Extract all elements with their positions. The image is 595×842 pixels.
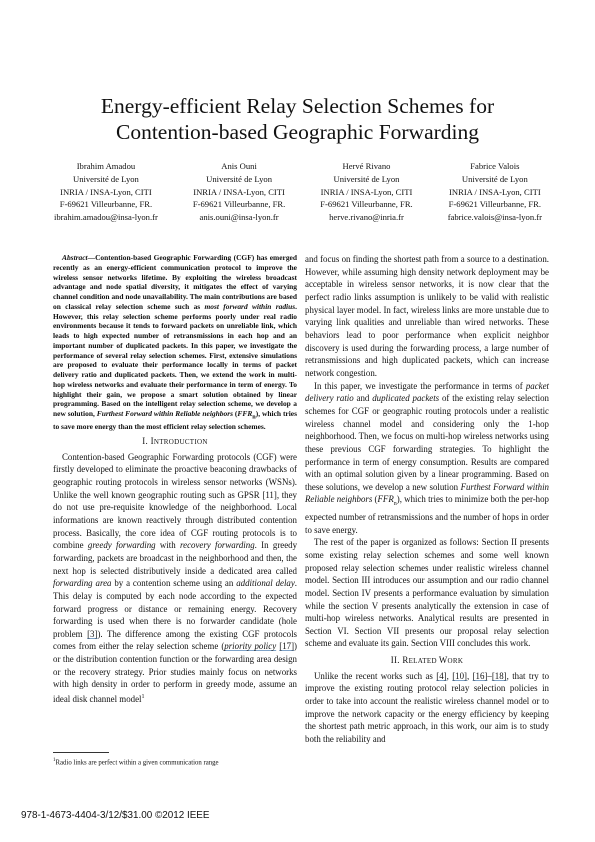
body-text: of the existing relay selection schemes for CGF or geographic routing protocols under a realistic wireless channel model and considering only the 1-hop neighborhood. Then, we focus on multi-hop wireless networks using these previous CGF forwarding strategies. To highlight the performance in term of energy consumption. Results are compared with an optimal solution given by a linear programming. Based on these solutions, we develop a new solution xyxy=(305,393,549,492)
paper-title xyxy=(40,93,555,145)
body-text: ( xyxy=(372,494,378,505)
emphasis: duplicated packets xyxy=(372,393,440,404)
section-heading-introduction xyxy=(53,435,297,449)
footnote-marker[interactable]: 1 xyxy=(141,694,145,701)
right-paragraph-2 xyxy=(305,380,549,537)
author-address: F-69621 Villeurbanne, FR. xyxy=(59,199,153,210)
footnote-text: Radio links are perfect within a given communication range xyxy=(55,759,219,767)
emphasis: Furthest Forward within Reliable neighbors xyxy=(305,481,549,505)
body-text: ). The difference among the existing CGF protocols comes from either the relay selection scheme ( xyxy=(53,628,298,652)
author-block xyxy=(54,160,542,224)
abstract-label: Abstract xyxy=(62,253,88,262)
section-title-initial: W xyxy=(438,655,448,666)
body-text: and xyxy=(353,393,373,404)
right-paragraph-1: and focus on finding the shortest path from a source to a destination. However, while assuming high density network deployment may be acceptable in wireless sensor networks, it is now clear that the perfect radio links assumption is unlikely to be valid with realistic physical layer model. In fact, wireless links are more unstable due to varying link qualities and unreliable than wired networks. These behaviors lead to poor performance when explicit neighbor discovery is used during the forwarding process, a large number of retransmissions and high duplicated packets, which can increase network congestion. xyxy=(305,254,549,378)
author-email[interactable]: fabrice.valois@insa-lyon.fr xyxy=(447,212,542,223)
section-number: II. xyxy=(390,655,400,666)
footnote-rule xyxy=(53,752,109,753)
author-3 xyxy=(320,160,412,224)
section-title-rest: ORK xyxy=(447,657,464,666)
body-text: Contention-based Geographic Forwarding protocols (CGF) were firstly developed to eliminate the proactive beaconing drawbacks of geographic routing protocols in wireless sensor networks (WSNs). Unlike the well known geographic routing such as GPSR [11], they do not use pre-requisite knowledge of the neighborhood. Local informations are known reactively through distributed contention process. Basically, the core idea of CGF routing protocols is to combine xyxy=(53,451,297,551)
section-number: I. xyxy=(142,435,149,446)
author-email[interactable]: ibrahim.amadou@insa-lyon.fr xyxy=(54,212,158,223)
body-text: . This delay is computed by each node according to the expected forward progress or distance or remaining energy. Recovery forwarding is used when there is no forwarder candidate (hole problem xyxy=(53,578,298,639)
emphasis: recovery forwarding xyxy=(180,540,255,551)
emphasis: additional delay xyxy=(236,578,295,589)
right-paragraph-3: The rest of the paper is organized as follows: Section II presents some existing relay selection schemes and some well known proposed relay selection schemes under realistic wireless channel model. Section III introduces our assumption and our radio channel model. Section IV presents a performance evaluation by simulation while the section V presents analytically the extension in case of multi-hop wireless networks. Analytical results are presented in Section VI. Section VII presents our proposal relay selection scheme and evaluate its gain. Section VIII concludes this work. xyxy=(305,537,549,649)
citation-link[interactable]: [4] xyxy=(436,670,447,681)
author-email[interactable]: herve.rivano@inria.fr xyxy=(329,212,404,223)
copyright-notice: 978-1-4673-4404-3/12/$31.00 ©2012 IEEE xyxy=(21,810,210,821)
author-lab: INRIA / INSA-Lyon, CITI xyxy=(449,186,541,197)
author-name: Anis Ouni xyxy=(221,161,257,171)
section-title-initial: R xyxy=(402,655,409,666)
abstract-emphasis: most forward within radius xyxy=(204,301,296,311)
author-address: F-69621 Villeurbanne, FR. xyxy=(448,199,542,210)
author-affiliation: Université de Lyon xyxy=(461,173,528,184)
title-line-2: Contention-based Geographic Forwarding xyxy=(115,120,480,144)
emphasis: greedy forwarding xyxy=(87,540,156,551)
footnote xyxy=(53,756,297,767)
abstract-subscript: n xyxy=(252,413,256,421)
body-text: with xyxy=(155,540,181,551)
section-heading-related-work xyxy=(305,654,549,668)
emphasis-link[interactable]: priority policy xyxy=(224,641,277,652)
emphasis: FFR xyxy=(377,494,394,505)
abstract-text: ( xyxy=(233,409,238,418)
citation-link[interactable]: [17] xyxy=(279,641,295,652)
body-text: In this paper, we investigate the performance in terms of xyxy=(314,380,526,391)
abstract xyxy=(53,253,297,432)
title-line-1: Energy-efficient Relay Selection Schemes for xyxy=(100,94,495,118)
body-text: , that try to improve the existing routing protocol relay selection policies in order to take into account the realistic wireless channel model or to improve the network capacity or the energy efficiency by keeping the shortest path metric approach, in this work, our aim is to study both the reliability and xyxy=(305,670,550,745)
citation-link[interactable]: [16] xyxy=(472,670,488,681)
author-4 xyxy=(448,160,542,224)
citation-link[interactable]: [10] xyxy=(452,670,467,681)
section-title-rest: ELATED xyxy=(408,657,439,666)
body-text: . In greedy forwarding, packets are broadcast in the neighborhood and then, the next hop is selected distributively inside a dedicated area called xyxy=(53,540,298,576)
body-text: ) or the distribution contention function or the forwarding area design or the recovery strategy. Prior studies mainly focus on networks with high density in order to perform in greedy mode, assume an ideal disk channel model xyxy=(53,641,297,705)
abstract-text: ), which tries to save more energy than the most efficient relay selection schemes. xyxy=(53,409,297,432)
emphasis: forwarding area xyxy=(53,578,112,589)
subscript: n xyxy=(393,501,397,508)
author-email[interactable]: anis.ouni@insa-lyon.fr xyxy=(199,212,279,223)
author-lab: INRIA / INSA-Lyon, CITI xyxy=(320,186,413,197)
right-column xyxy=(305,253,549,746)
author-name: Hervé Rivano xyxy=(342,161,391,171)
author-2 xyxy=(193,160,285,224)
intro-paragraph-1 xyxy=(53,451,297,706)
author-name: Ibrahim Amadou xyxy=(76,161,136,171)
author-affiliation: Université de Lyon xyxy=(333,173,400,184)
section-title-rest: NTRODUCTION xyxy=(153,437,208,446)
abstract-text: . However, this relay selection scheme performs poorly under real radio environments because it tends to forward packets on unreliable link, which leads to high expected number of retransmissions in each hop and an important number of duplicated packets. In this paper, we investigate the performance of several relay selection schemes. First, extensive simulations are proposed to evaluate their performance locally in terms of packet delivery ratio and duplicated packets. Then, we extend the work in multi-hop wireless networks and evaluate their performance in term of energy. To highlight their gain, we propose a smart solution obtained by linear programming. Based on the intelligent relay selection scheme, we develop a new solution, xyxy=(53,301,297,418)
abstract-emphasis: Furthest Forward within Reliable neighbors xyxy=(96,409,233,418)
author-affiliation: Université de Lyon xyxy=(72,173,139,184)
abstract-emphasis: FFR xyxy=(237,409,253,418)
author-lab: INRIA / INSA-Lyon, CITI xyxy=(193,186,285,197)
citation-link[interactable]: [3] xyxy=(87,628,98,639)
citation-link[interactable]: [18] xyxy=(491,670,507,681)
author-affiliation: Université de Lyon xyxy=(206,173,272,184)
emphasis: packet delivery ratio xyxy=(305,380,549,404)
footnote-number: 1 xyxy=(53,758,56,763)
author-lab: INRIA / INSA-Lyon, CITI xyxy=(60,186,152,197)
abstract-text: —Contention-based Geographic Forwarding (CGF) has emerged recently as an energy-efficient communication protocol to improve the wireless sensor networks lifetime. By exploiting the wireless broadcast advantage and node spatial diversity, it mitigates the effect of varying channel condition and node unavailability. The main contributions are based on classical relay selection scheme such as xyxy=(53,253,297,311)
author-name: Fabrice Valois xyxy=(470,161,520,171)
author-address: F-69621 Villeurbanne, FR. xyxy=(320,199,413,210)
author-address: F-69621 Villeurbanne, FR. xyxy=(192,199,286,210)
author-1 xyxy=(54,160,158,224)
right-paragraph-4: Unlike the recent works such as [4], [10], [16]–[18], that try to improve the existing routing protocol relay selection policies in order to take into account the realistic wireless channel model or to improve the network capacity or the energy efficiency by keeping the shortest path metric approach, in this work, our aim is to study both the reliability and xyxy=(305,670,550,745)
body-text: Unlike the recent works such as xyxy=(314,670,437,681)
body-text: ), which tries to minimize both the per-hop expected number of retransmissions and the number of hops in order to save energy. xyxy=(305,494,549,535)
left-column xyxy=(53,253,297,706)
section-title-initial: I xyxy=(150,435,154,446)
body-text: by a contention scheme using an xyxy=(111,578,237,589)
